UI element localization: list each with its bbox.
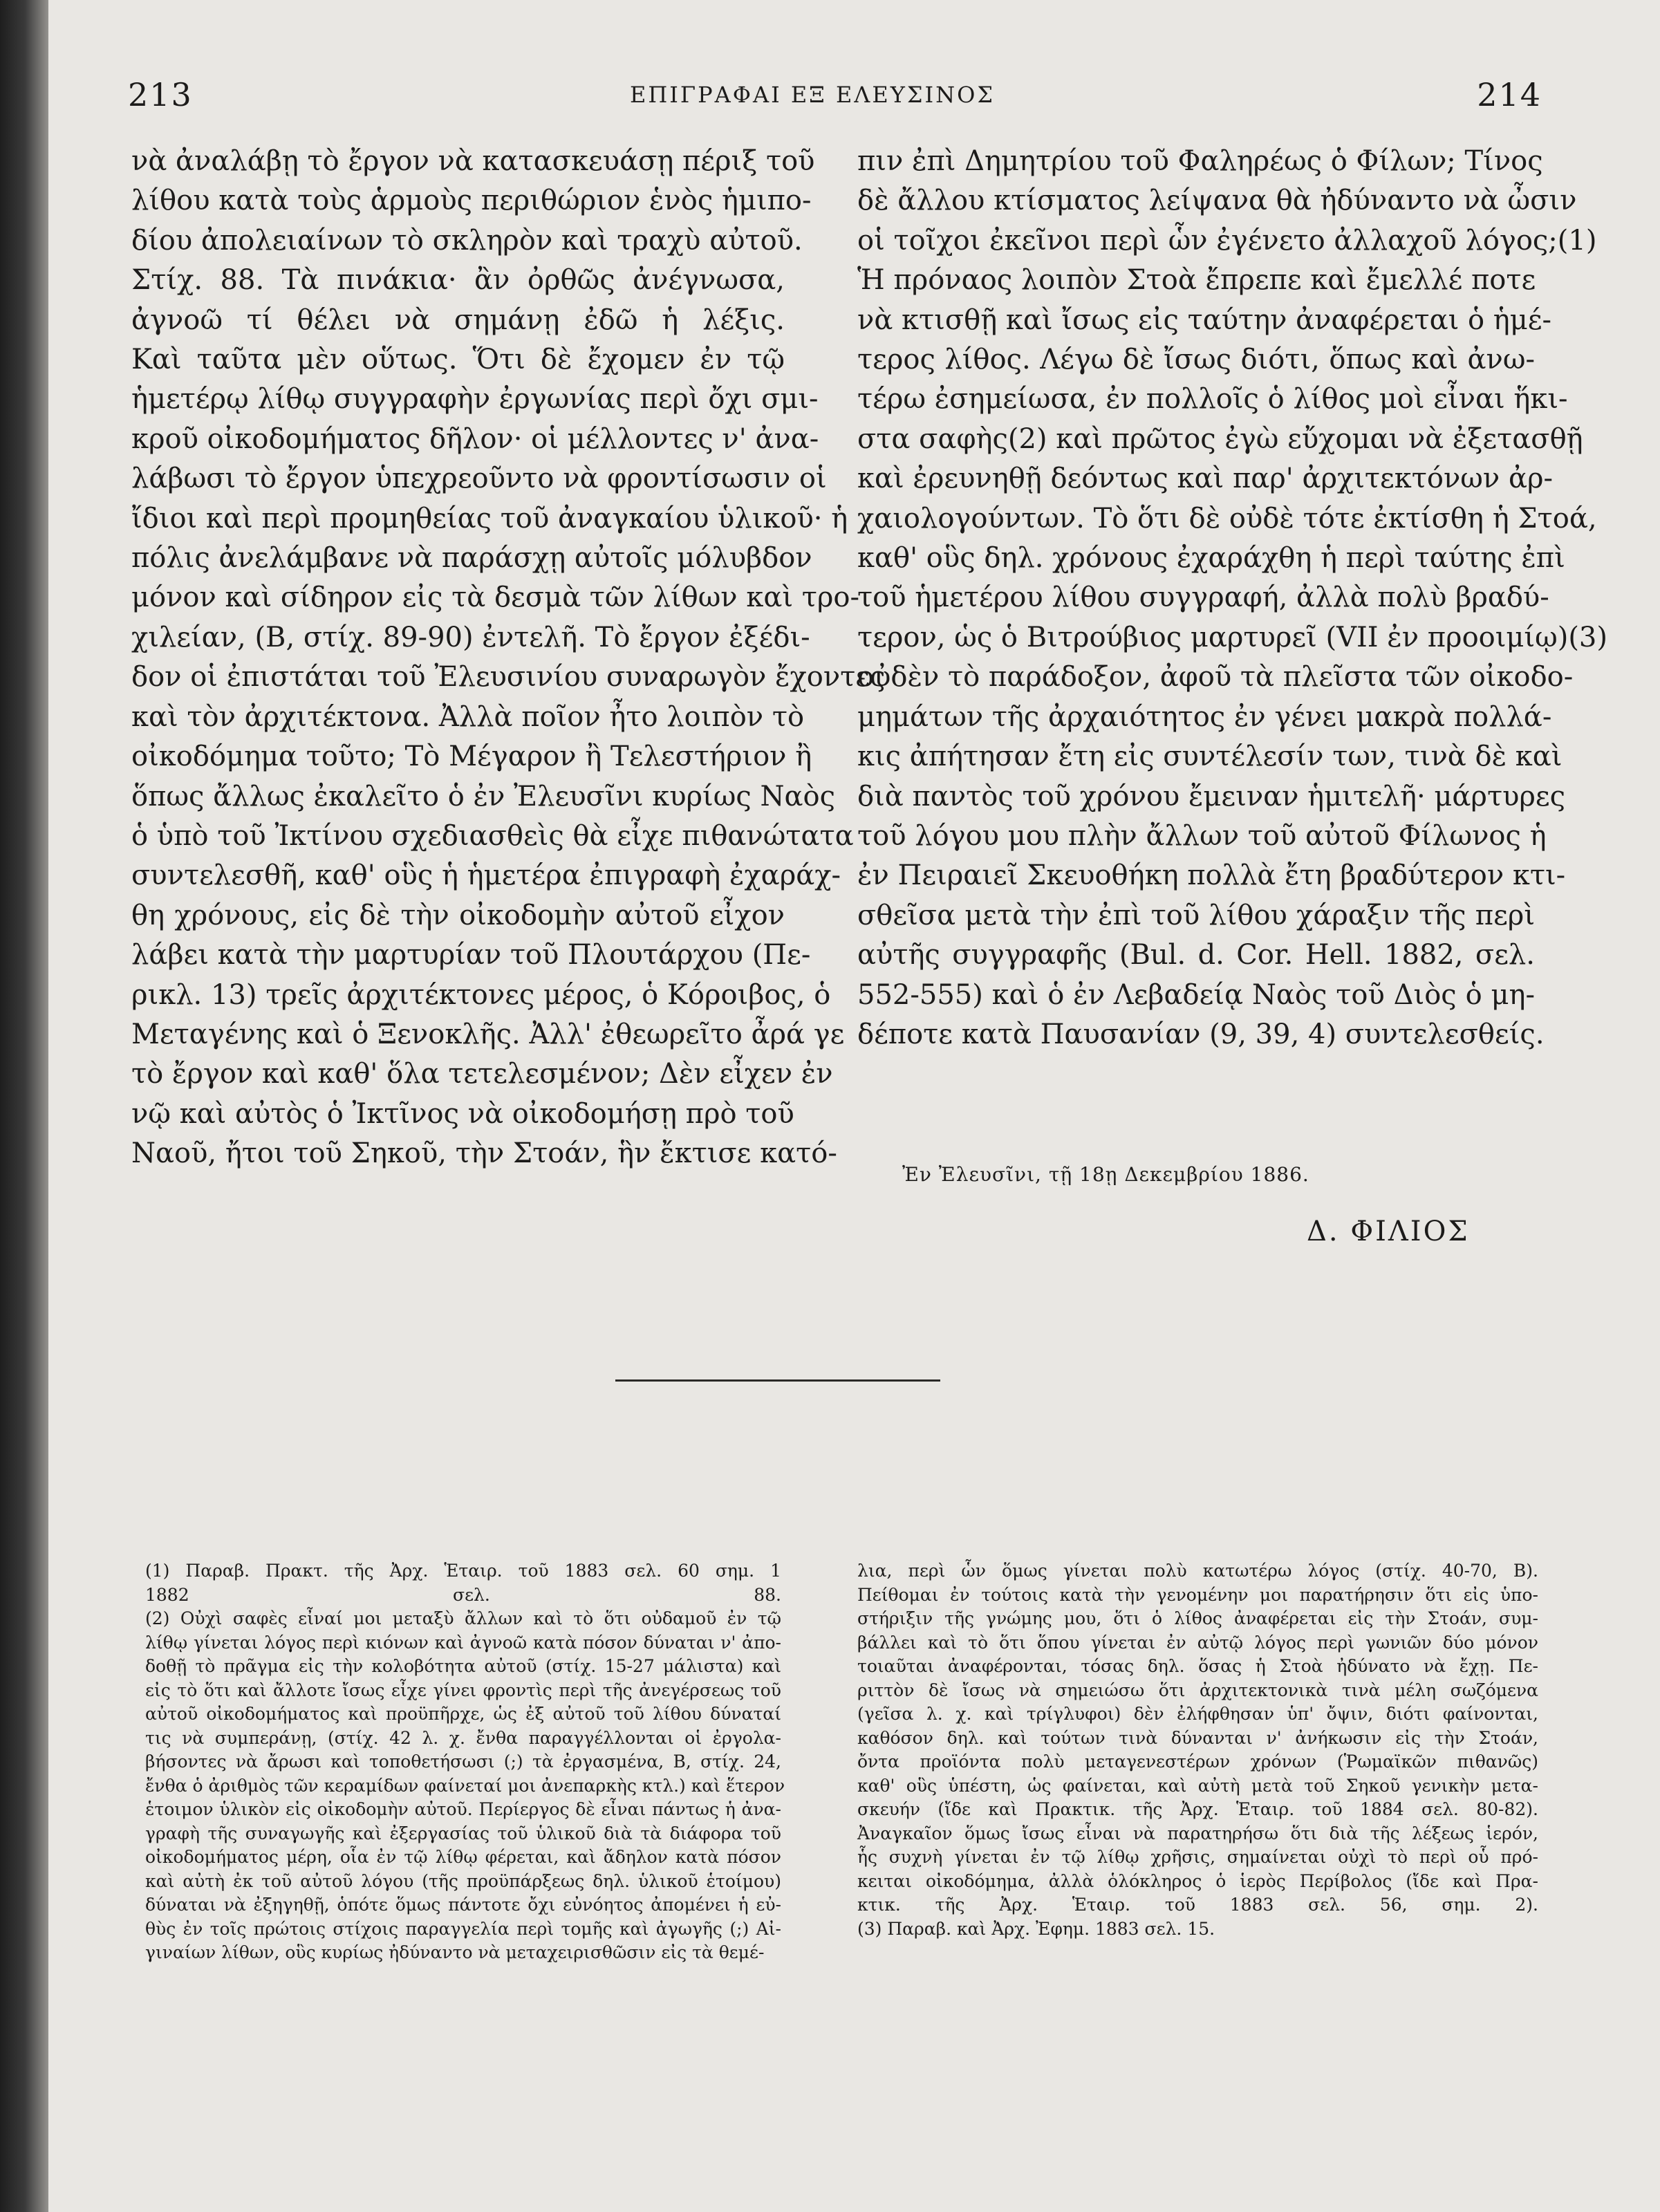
- text-line: καὶ αὐτὴ ἐκ τοῦ αὐτοῦ λόγου (τῆς προϋπάρξεως δηλ. ὑλικοῦ ἑτοίμου): [145, 1870, 781, 1891]
- text-line: τοῦ λόγου μου πλὴν ἄλλων τοῦ αὐτοῦ Φίλωνος ἡ: [857, 819, 1547, 852]
- text-line: ἴδιοι καὶ περὶ προμηθείας τοῦ ἀναγκαίου ὑλικοῦ· ἡ: [131, 502, 848, 535]
- text-line: δὲ ἄλλου κτίσματος λείψανα θὰ ἠδύναντο νὰ ὦσιν: [857, 185, 1577, 217]
- text-line: θη χρόνους, εἰς δὲ τὴν οἰκοδομὴν αὐτοῦ εἶχον: [131, 899, 785, 931]
- text-line: λια, περὶ ὧν ὅμως γίνεται πολὺ κατωτέρω λόγος (στίχ. 40-70, Β).: [857, 1561, 1538, 1581]
- text-line: σθεῖσα μετὰ τὴν ἐπὶ τοῦ λίθου χάραξιν τῆς περὶ: [857, 899, 1535, 931]
- dateline: Ἐν Ἐλευσῖνι, τῇ 18ῃ Δεκεμβρίου 1886.: [902, 1163, 1309, 1186]
- page-number-right: 214: [1477, 76, 1542, 113]
- text-line: πιν ἐπὶ Δημητρίου τοῦ Φαληρέως ὁ Φίλων; Τίνος: [857, 145, 1543, 177]
- text-line: ἑτοιμον ὑλικὸν εἰς οἰκοδομὴν αὐτοῦ. Περίεργος δὲ εἶναι πάντως ἡ ἀνα-: [145, 1799, 781, 1819]
- text-line: νὰ ἀναλάβῃ τὸ ἔργον νὰ κατασκευάσῃ πέριξ τοῦ: [131, 145, 815, 177]
- text-line: Μεταγένης καὶ ὁ Ξενοκλῆς. Ἀλλ' ἐθεωρεῖτο ἆρά γε: [131, 1018, 845, 1050]
- text-line: (1) Παραβ. Πρακτ. τῆς Ἀρχ. Ἑταιρ. τοῦ 1883 σελ. 60 σημ. 1: [145, 1561, 781, 1581]
- text-line: βάλλει καὶ τὸ ὅτι ὅπου γίνεται ἐν αὐτῷ λόγος περὶ γωνιῶν δύο μόνον: [857, 1632, 1538, 1653]
- text-line: τοιαῦται ἀναφέρονται, τόσας δηλ. ὅσας ἡ Στοὰ ἠδύνατο νὰ ἔχῃ. Πε-: [857, 1656, 1538, 1676]
- left-column: [131, 142, 886, 1174]
- text-line: 552-555) καὶ ὁ ἐν Λεβαδείᾳ Ναὸς τοῦ Διὸς ὁ μη-: [857, 978, 1535, 1011]
- text-line: Ἡ πρόναος λοιπὸν Στοὰ ἔπρεπε καὶ ἔμελλέ ποτε: [857, 264, 1536, 297]
- text-line: καθ' οὓς δηλ. χρόνους ἐχαράχθη ἡ περὶ ταύτης ἐπὶ: [857, 542, 1565, 575]
- text-line: κτικ. τῆς Ἀρχ. Ἑταιρ. τοῦ 1883 σελ. 56, σημ. 2).: [857, 1895, 1538, 1915]
- text-line: λίθῳ γίνεται λόγος περὶ κιόνων καὶ ἀγνοῶ κατὰ πόσον δύναται ν' ἀπο-: [145, 1632, 781, 1653]
- text-line: ἡμετέρῳ λίθῳ συγγραφὴν ἐργωνίας περὶ ὄχι σμι-: [131, 383, 819, 416]
- page-number-left: 213: [128, 76, 193, 113]
- text-line: σκευήν (ἴδε καὶ Πρακτικ. τῆς Ἀρχ. Ἑταιρ. τοῦ 1884 σελ. 80-82).: [857, 1799, 1538, 1819]
- text-line: διὰ παντὸς τοῦ χρόνου ἔμειναν ἡμιτελῆ· μάρτυρες: [857, 780, 1566, 812]
- text-line: εἰς τὸ ὅτι καὶ ἄλλοτε ἴσως εἶχε γίνει φροντὶς περὶ τῆς ἀνεγέρσεως τοῦ: [145, 1680, 781, 1700]
- text-line: θὺς ἐν τοῖς πρώτοις στίχοις παραγγελία περὶ τομῆς καὶ ἀγωγῆς (;) Αἰ-: [145, 1918, 781, 1939]
- text-line: τερον, ὡς ὁ Βιτρούβιος μαρτυρεῖ (VII ἐν προοιμίῳ)(3): [857, 621, 1607, 653]
- text-line: στα σαφὴς(2) καὶ πρῶτος ἐγὼ εὔχομαι νὰ ἐξετασθῇ: [857, 422, 1583, 455]
- footnote-rule: [615, 1379, 940, 1382]
- text-line: μόνον καὶ σίδηρον εἰς τὰ δεσμὰ τῶν λίθων καὶ τρο-: [131, 582, 859, 614]
- right-column: [857, 142, 1607, 1054]
- footnotes-right: [857, 1559, 1538, 1941]
- text-line: κροῦ οἰκοδομήματος δῆλον· οἱ μέλλοντες ν' ἀνα-: [131, 422, 819, 455]
- text-line: ριττὸν δὲ ἴσως νὰ σημειώσω ὅτι ἀρχιτεκτονικὰ τινὰ μέλη σωζόμενα: [857, 1680, 1538, 1700]
- text-line: κειται οἰκοδόμημα, ἀλλὰ ὁλόκληρος ὁ ἱερὸς Περίβολος (ἴδε καὶ Πρα-: [857, 1870, 1538, 1891]
- running-title: ΕΠΙΓΡΑΦΑΙ ΕΞ ΕΛΕΥΣΙΝΟΣ: [629, 82, 996, 108]
- text-line: αὐτῆς συγγραφῆς (Bul. d. Cor. Hell. 1882, σελ.: [857, 939, 1535, 972]
- text-line: ἀγνοῶ τί θέλει νὰ σημάνῃ ἐδῶ ἡ λέξις.: [131, 304, 785, 336]
- text-line: λίθου κατὰ τοὺς ἁρμοὺς περιθώριον ἑνὸς ἡμιπο-: [131, 185, 812, 217]
- text-line: 1882 σελ. 88.: [145, 1584, 781, 1605]
- text-line: αὐτοῦ οἰκοδομήματος καὶ προϋπῆρχε, ὡς ἐξ αὐτοῦ τοῦ λίθου δύναταί: [145, 1704, 781, 1724]
- text-line: δύναται νὰ ἐξηγηθῇ, ὁπότε ὅμως πάντοτε ὄχι εὐνόητος ἀπομένει ἡ εὐ-: [145, 1895, 781, 1915]
- text-line: δον οἱ ἐπιστάται τοῦ Ἐλευσινίου συναρωγὸν ἔχοντες: [131, 661, 886, 694]
- text-line: οἰκοδόμημα τοῦτο; Τὸ Μέγαρον ἢ Τελεστήριον ἢ: [131, 741, 812, 773]
- text-line: καθ' οὓς ὑπέστη, ὡς φαίνεται, καὶ αὐτὴ μετὰ τοῦ Σηκοῦ γενικὴν μετα-: [857, 1775, 1538, 1796]
- text-line: Καὶ ταῦτα μὲν οὕτως. Ὅτι δὲ ἔχομεν ἐν τῷ: [131, 344, 785, 376]
- text-line: ὄντα προϊόντα πολὺ μεταγενεστέρων χρόνων (Ῥωμαϊκῶν πιθανῶς): [857, 1751, 1538, 1772]
- text-line: τις νὰ συμπεράνῃ, (στίχ. 42 λ. χ. ἔνθα παραγγέλλονται οἱ ἐργολα-: [145, 1727, 781, 1748]
- text-line: τοῦ ἡμετέρου λίθου συγγραφή, ἀλλὰ πολὺ βραδύ-: [857, 582, 1549, 614]
- text-line: χαιολογούντων. Τὸ ὅτι δὲ οὐδὲ τότε ἐκτίσθη ἡ Στοά,: [857, 502, 1597, 535]
- text-line: συντελεσθῆ, καθ' οὓς ἡ ἡμετέρα ἐπιγραφὴ ἐχαράχ-: [131, 859, 841, 892]
- author-signature: Δ. ΦΙΛΙΟΣ: [1307, 1216, 1470, 1247]
- text-line: ὁ ὑπὸ τοῦ Ἰκτίνου σχεδιασθεὶς θὰ εἶχε πιθανώτατα: [131, 819, 854, 852]
- text-line: καὶ τὸν ἀρχιτέκτονα. Ἀλλὰ ποῖον ἦτο λοιπὸν τὸ: [131, 700, 805, 733]
- text-line: χιλείαν, (Β, στίχ. 89-90) ἐντελῆ. Τὸ ἔργον ἐξέδι-: [131, 621, 810, 653]
- text-line: ρικλ. 13) τρεῖς ἀρχιτέκτονες μέρος, ὁ Κόροιβος, ὁ: [131, 978, 831, 1011]
- text-line: καὶ ἐρευνηθῇ δεόντως καὶ παρ' ἀρχιτεκτόνων ἀρ-: [857, 463, 1553, 495]
- text-line: Ἀναγκαῖον ὅμως ἴσως εἶναι νὰ παρατηρήσω ὅτι διὰ τῆς λέξεως ἱερόν,: [857, 1823, 1538, 1843]
- text-line: Πείθομαι ἐν τούτοις κατὰ τὴν γενομένην μοι παρατήρησιν ὅτι εἰς ὑπο-: [857, 1584, 1538, 1605]
- text-line: οὐδὲν τὸ παράδοξον, ἀφοῦ τὰ πλεῖστα τῶν οἰκοδο-: [857, 661, 1574, 694]
- text-line: γιναίων λίθων, οὓς κυρίως ἠδύναντο νὰ μεταχειρισθῶσιν εἰς τὰ θεμέ-: [145, 1942, 765, 1962]
- text-line: οἰκοδομήματος μέρη, οἷα ἐν τῷ λίθῳ φέρεται, καὶ ἄδηλον κατὰ πόσον: [145, 1847, 781, 1867]
- text-line: (γεῖσα λ. χ. καὶ τρίγλυφοι) δὲν ἐλήφθησαν ὑπ' ὄψιν, διότι φαίνονται,: [857, 1704, 1538, 1724]
- page-header: [83, 76, 1542, 118]
- text-line: τερος λίθος. Λέγω δὲ ἴσως διότι, ὅπως καὶ ἀνω-: [857, 344, 1535, 376]
- text-line: λάβει κατὰ τὴν μαρτυρίαν τοῦ Πλουτάρχου (Πε-: [131, 939, 811, 972]
- text-line: δίου ἀπολειαίνων τὸ σκληρὸν καὶ τραχὺ αὐτοῦ.: [131, 224, 803, 257]
- text-line: οἱ τοῖχοι ἐκεῖνοι περὶ ὧν ἐγένετο ἀλλαχοῦ λόγος;(1): [857, 224, 1597, 257]
- text-line: τέρω ἐσημείωσα, ἐν πολλοῖς ὁ λίθος μοὶ εἶναι ἥκι-: [857, 383, 1568, 416]
- footnotes-left: [145, 1559, 785, 1965]
- text-line: δοθῇ τὸ πρᾶγμα εἰς τὴν κολοβότητα αὐτοῦ (στίχ. 15-27 μάλιστα) καὶ: [145, 1656, 781, 1676]
- text-line: λάβωσι τὸ ἔργον ὑπεχρεοῦντο νὰ φροντίσωσιν οἱ: [131, 463, 827, 495]
- text-line: γραφὴ τῆς συναγωγῆς καὶ ἐξεργασίας τοῦ ὑλικοῦ διὰ τὰ διάφορα τοῦ: [145, 1823, 781, 1843]
- text-line: ὅπως ἄλλως ἐκαλεῖτο ὁ ἐν Ἐλευσῖνι κυρίως Ναὸς: [131, 780, 835, 812]
- text-line: μημάτων τῆς ἀρχαιότητος ἐν γένει μακρὰ πολλά-: [857, 700, 1552, 733]
- text-line: δέποτε κατὰ Παυσανίαν (9, 39, 4) συντελεσθείς.: [857, 1018, 1545, 1050]
- text-line: νὰ κτισθῇ καὶ ἴσως εἰς ταύτην ἀναφέρεται ὁ ἡμέ-: [857, 304, 1552, 336]
- text-line: καθόσον δηλ. καὶ τούτων τινὰ δύνανται ν' ἀνήκωσιν εἰς τὴν Στοάν,: [857, 1727, 1538, 1748]
- text-line: στήριξιν τῆς γνώμης μου, ὅτι ὁ λίθος ἀναφέρεται εἰς τὴν Στοάν, συμ-: [857, 1608, 1538, 1628]
- text-line: τὸ ἔργον καὶ καθ' ὅλα τετελεσμένον; Δὲν εἶχεν ἐν: [131, 1058, 833, 1090]
- text-line: ἔνθα ὁ ἀριθμὸς τῶν κεραμίδων φαίνεταί μοι ἀνεπαρκὴς κτλ.) καὶ ἕτερον: [145, 1775, 785, 1796]
- text-line: ἐν Πειραιεῖ Σκευοθήκη πολλὰ ἔτη βραδύτερον κτι-: [857, 859, 1566, 892]
- text-line: κις ἀπήτησαν ἔτη εἰς συντέλεσίν των, τινὰ δὲ καὶ: [857, 741, 1563, 773]
- text-line: Στίχ. 88. Τὰ πινάκια· ἂν ὀρθῶς ἀνέγνωσα,: [131, 264, 785, 297]
- text-line: (2) Οὐχὶ σαφὲς εἶναί μοι μεταξὺ ἄλλων καὶ τὸ ὅτι οὐδαμοῦ ἐν τῷ: [145, 1608, 781, 1628]
- text-line: (3) Παραβ. καὶ Ἀρχ. Ἐφημ. 1883 σελ. 15.: [857, 1918, 1215, 1939]
- text-line: νῷ καὶ αὐτὸς ὁ Ἰκτῖνος νὰ οἰκοδομήσῃ πρὸ τοῦ: [131, 1097, 794, 1130]
- text-line: ἧς συχνὴ γίνεται ἐν τῷ λίθῳ χρῆσις, σημαίνεται οὐχὶ τὸ περὶ οὗ πρό-: [857, 1847, 1538, 1867]
- text-line: πόλις ἀνελάμβανε νὰ παράσχῃ αὐτοῖς μόλυβδον: [131, 542, 812, 575]
- text-line: Ναοῦ, ἤτοι τοῦ Σηκοῦ, τὴν Στοάν, ἣν ἔκτισε κατό-: [131, 1137, 837, 1170]
- text-line: βήσοντες νὰ ἄρωσι καὶ τοποθετήσωσι (;) τὰ ἐργασμένα, Β, στίχ. 24,: [145, 1751, 781, 1772]
